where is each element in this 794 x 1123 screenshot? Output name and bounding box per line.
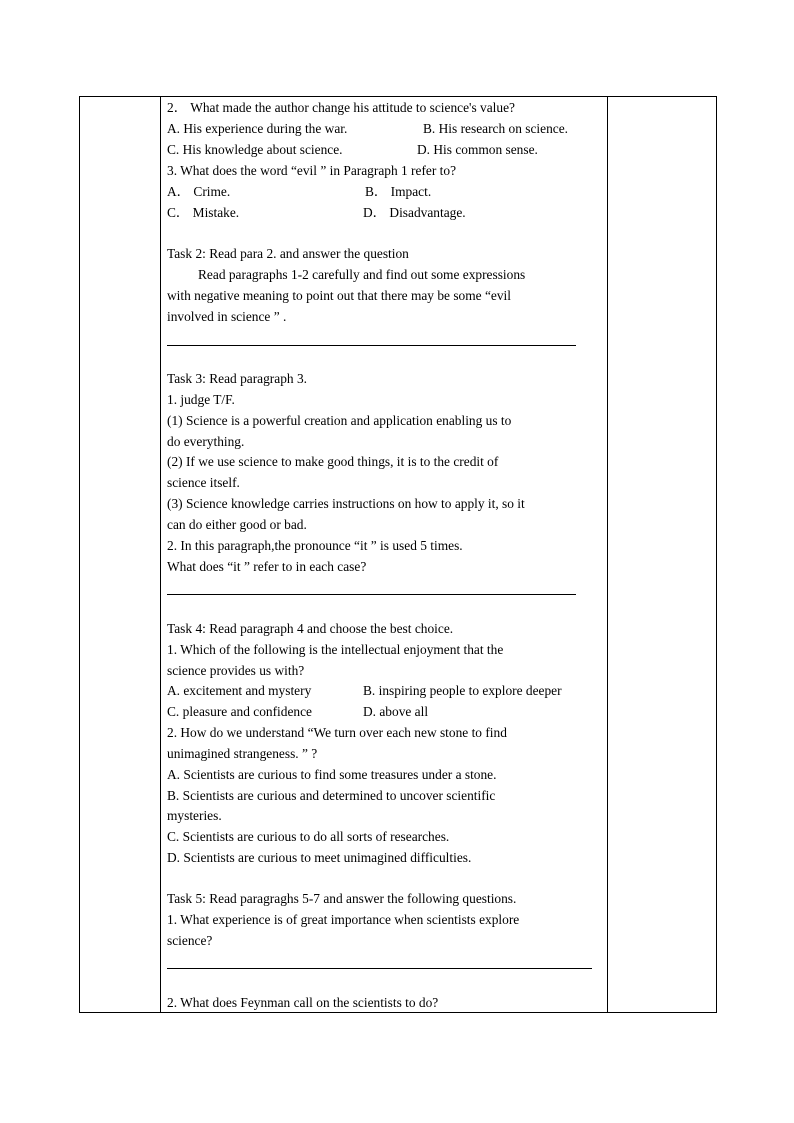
task3-title: Task 3: Read paragraph 3. [167,371,307,386]
task3-statement3-line1: (3) Science knowledge carries instructions on how to apply it, so it [167,496,525,511]
task4-q2-option-b-line1: B. Scientists are curious and determined to uncover scientific [167,788,496,803]
task3-answer-line [167,594,576,595]
task4-q1-option-c: C. pleasure and confidence [167,704,313,719]
task3-statement1-line1: (1) Science is a powerful creation and application enabling us to [167,413,512,428]
task4-q1-option-d: D. above all [363,704,429,719]
task4-q1-option-a: A. excitement and mystery [167,683,312,698]
task5-q1-line2: science? [167,933,213,948]
task4-q1-option-b: B. inspiring people to explore deeper [363,683,562,698]
task4-q2-option-d: D. Scientists are curious to meet unimagined difficulties. [167,850,472,865]
task2-instruction-line1: Read paragraphs 1-2 carefully and find out some expressions [198,267,526,282]
task2-answer-line [167,345,576,346]
task5-q1-line1: 1. What experience is of great importance when scientists explore [167,912,520,927]
q2-option-b: B. His research on science. [423,121,569,136]
q3-option-b: B． Impact. [365,184,432,199]
q3-option-a: A． Crime. [167,184,231,199]
task4-q2-option-a: A. Scientists are curious to find some treasures under a stone. [167,767,497,782]
task5-q2: 2. What does Feynman call on the scientists to do? [167,995,439,1010]
task4-q2-option-b-line2: mysteries. [167,808,222,823]
q3-stem: 3. What does the word “evil ” in Paragraph 1 refer to? [167,163,457,178]
q2-option-c: C. His knowledge about science. [167,142,343,157]
q2-option-a: A. His experience during the war. [167,121,348,136]
task4-title: Task 4: Read paragraph 4 and choose the best choice. [167,621,454,636]
task4-q2-option-c: C. Scientists are curious to do all sorts of researches. [167,829,450,844]
right-column-divider [607,97,608,1012]
task3-question2-line1: 2. In this paragraph,the pronounce “it ” is used 5 times. [167,538,463,553]
task4-q2-line1: 2. How do we understand “We turn over each new stone to find [167,725,507,740]
task5-answer-line [167,968,592,969]
task3-question2-line2: What does “it ” refer to in each case? [167,559,367,574]
task5-title: Task 5: Read paragraghs 5-7 and answer the following questions. [167,891,517,906]
q3-option-c: C． Mistake. [167,205,240,220]
task3-statement2-line1: (2) If we use science to make good things, it is to the credit of [167,454,499,469]
task2-instruction-line3: involved in science ” . [167,309,287,324]
left-column-divider [160,97,161,1012]
q2-option-d: D. His common sense. [417,142,538,157]
task3-judge: 1. judge T/F. [167,392,235,407]
task2-title: Task 2: Read para 2. and answer the question [167,246,409,261]
q3-option-d: D． Disadvantage. [363,205,466,220]
task2-instruction-line2: with negative meaning to point out that there may be some “evil [167,288,511,303]
lesson-table [79,96,717,1013]
task4-q2-line2: unimagined strangeness. ” ? [167,746,318,761]
q2-stem: 2． What made the author change his attitude to science's value? [167,100,515,115]
task3-statement3-line2: can do either good or bad. [167,517,307,532]
task3-statement2-line2: science itself. [167,475,240,490]
task3-statement1-line2: do everything. [167,434,245,449]
task4-q1-line2: science provides us with? [167,663,305,678]
task4-q1-line1: 1. Which of the following is the intellectual enjoyment that the [167,642,504,657]
